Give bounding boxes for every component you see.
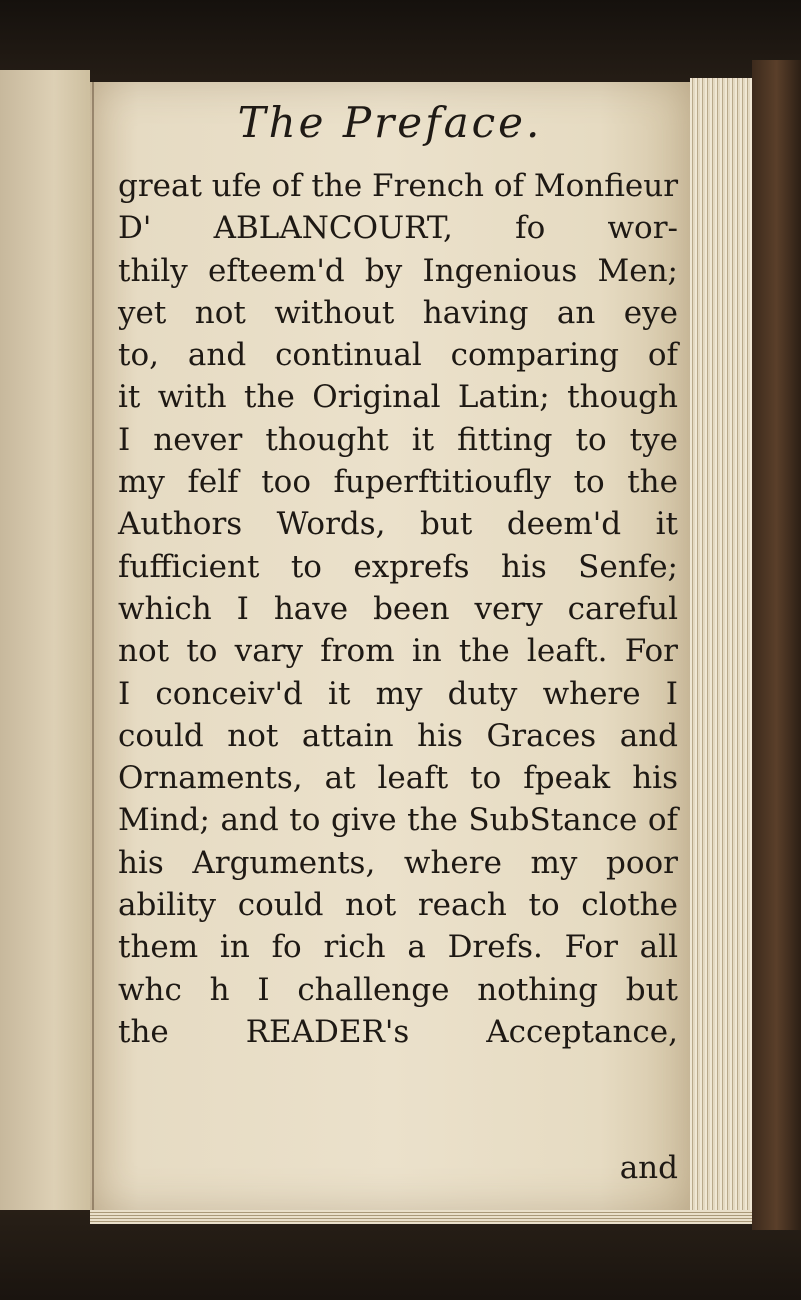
running-head: The Preface. <box>237 98 543 147</box>
text-line: not to vary from in the leaft. For <box>118 633 678 670</box>
text-line: I never thought it fitting to tye <box>118 421 678 458</box>
text-line: his Arguments, where my poor <box>118 844 678 881</box>
text-line: the READER's Acceptance, <box>118 1013 678 1050</box>
text-line: them in fo rich a Drefs. For all <box>118 929 678 966</box>
text-line: Authors Words, but deem'd it <box>118 506 678 543</box>
text-line: it with the Original Latin; though <box>118 379 678 416</box>
text-line: fufficient to exprefs his Senfe; <box>118 548 678 585</box>
text-line: yet not without having an eye <box>118 294 678 331</box>
book-cover-edge <box>752 60 801 1230</box>
text-line: thily efteem'd by Ingenious Men; <box>118 252 678 289</box>
page-stack-edge <box>690 78 752 1213</box>
text-line: which I have been very careful <box>118 590 678 627</box>
catchword: and <box>619 1150 678 1186</box>
facing-page-edge <box>0 70 90 1210</box>
text-line: Ornaments, at leaft to fpeak his <box>118 760 678 797</box>
text-line: my felf too fuperftitioufly to the <box>118 464 678 501</box>
text-line: whc h I challenge nothing but <box>118 971 678 1008</box>
text-line: I conceiv'd it my duty where I <box>118 675 678 712</box>
text-line: ability could not reach to clothe <box>118 887 678 924</box>
page-stack-bottom <box>90 1210 752 1224</box>
text-line: D' ABLANCOURT, fo wor- <box>118 210 678 247</box>
page-gutter <box>92 82 94 1210</box>
body-text <box>118 165 678 1053</box>
text-line: to, and continual comparing of <box>118 337 678 374</box>
text-line: Mind; and to give the SubStance of <box>118 802 678 839</box>
text-line: could not attain his Graces and <box>118 717 678 754</box>
text-line: great ufe of the French of Monfieur <box>118 168 679 204</box>
